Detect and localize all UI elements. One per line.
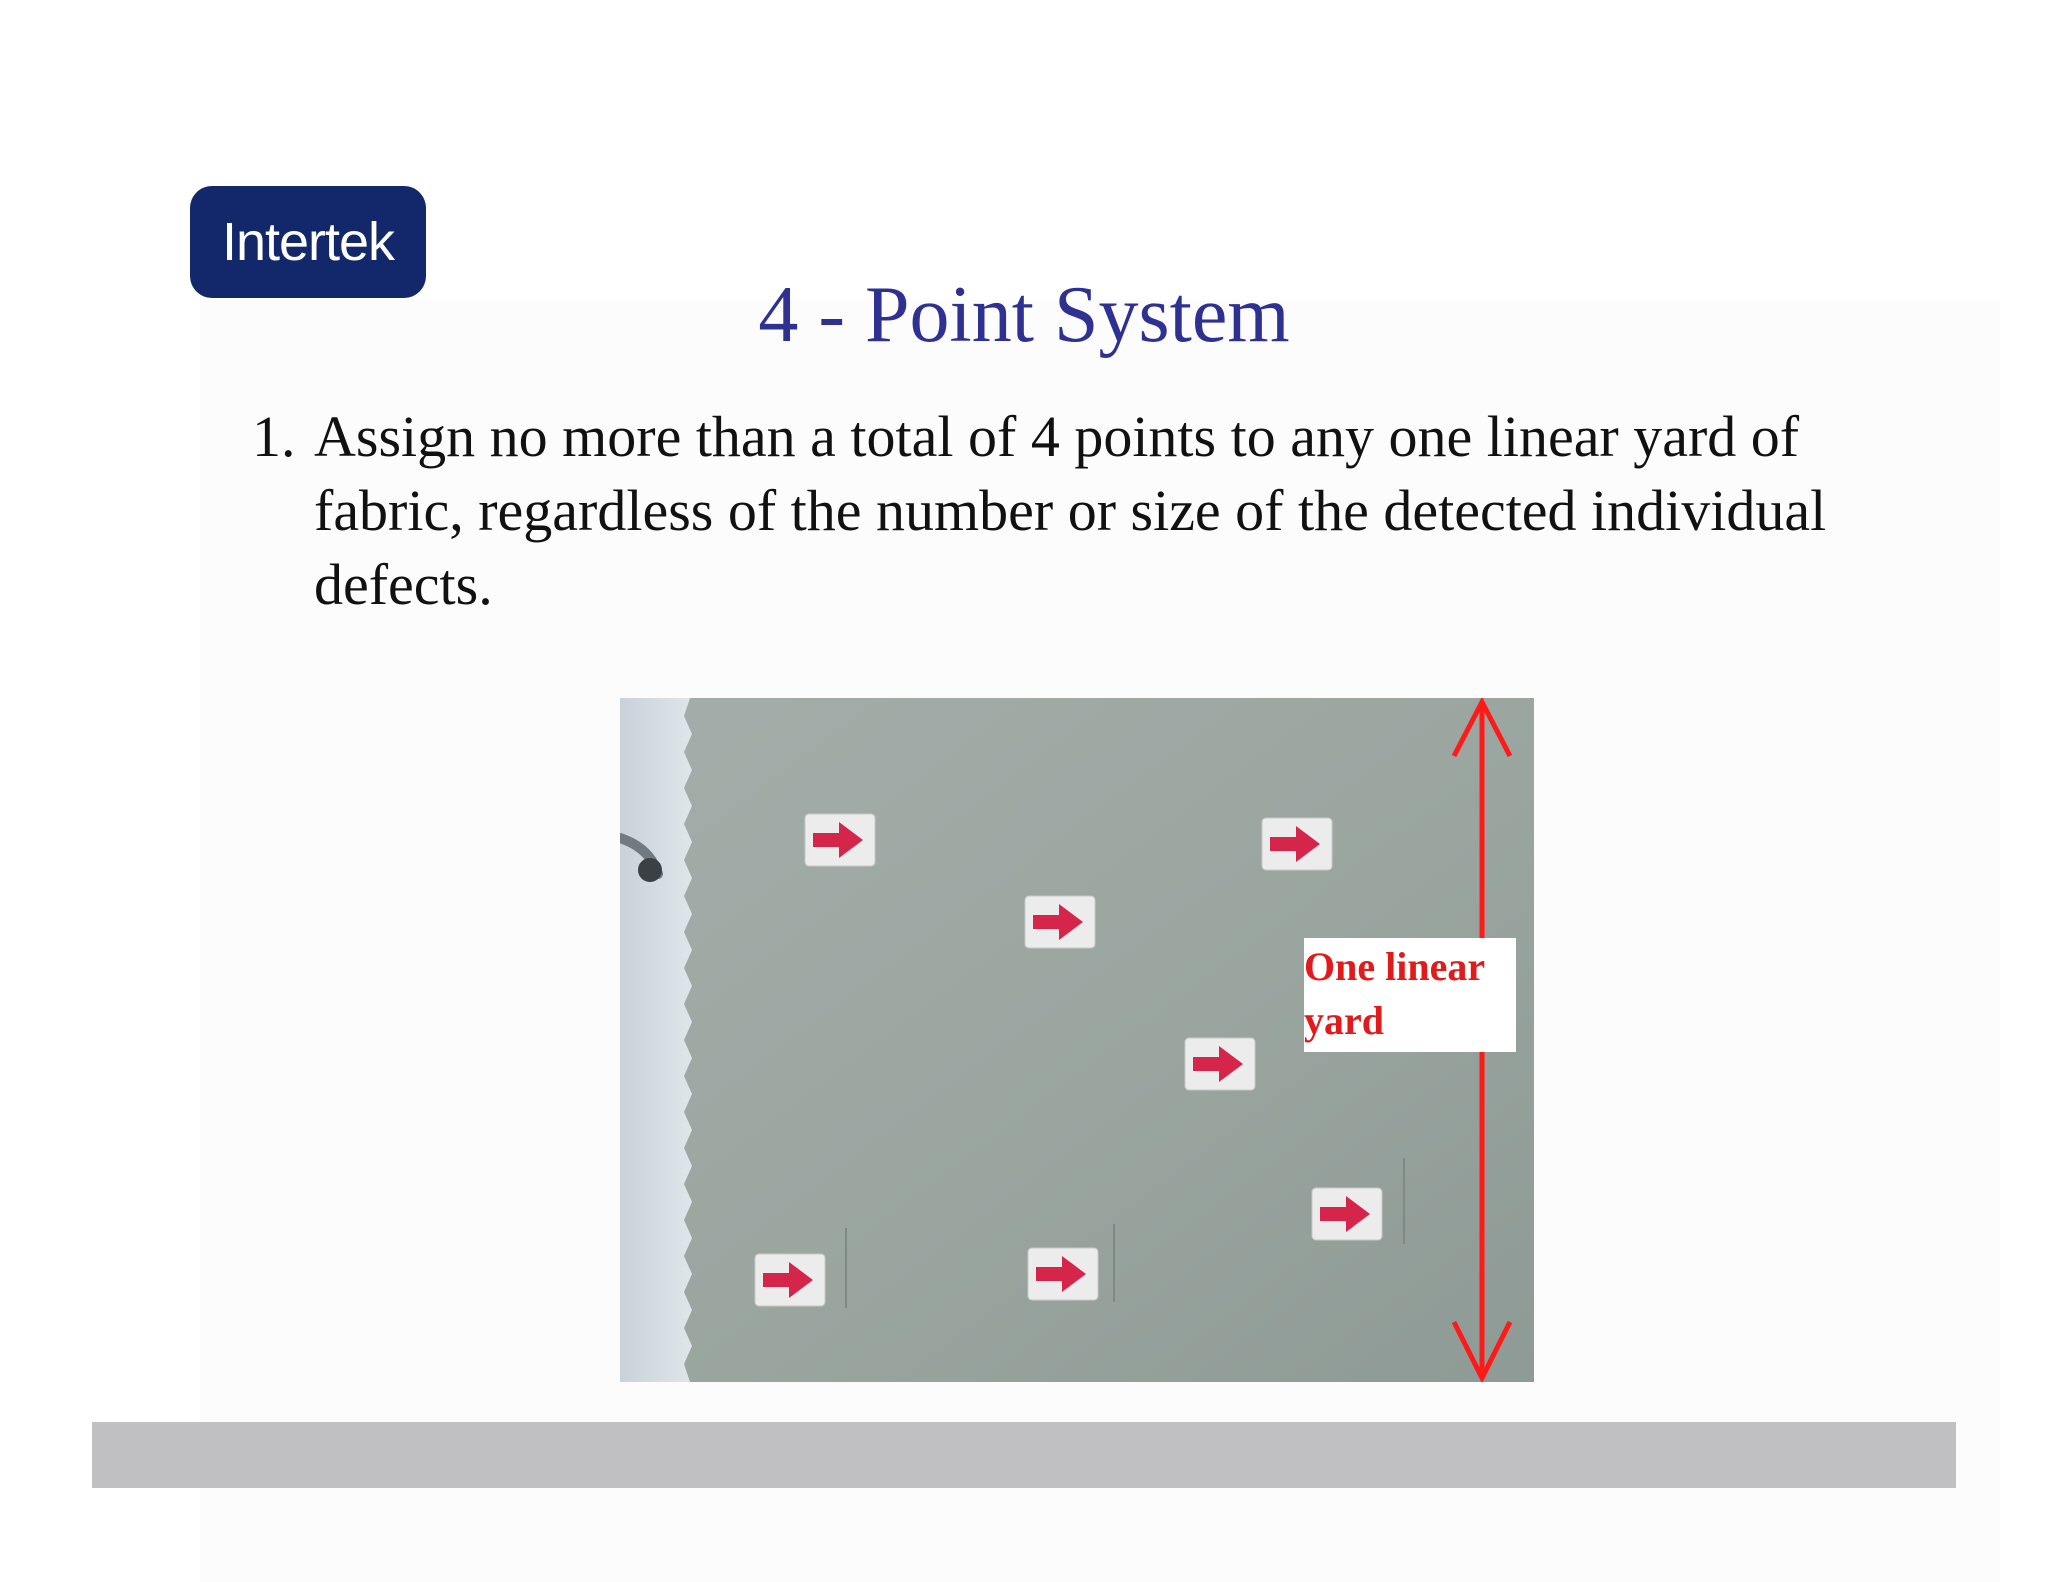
defect-marker-icon <box>755 1254 825 1306</box>
measurement-label <box>1304 938 1516 1052</box>
defect-marker-icon <box>1028 1248 1098 1300</box>
rule-text: Assign no more than a total of 4 points to any one linear yard of fabric, regardless of the number or size of the detected individual defects. <box>314 404 1827 617</box>
pin-head <box>638 858 662 882</box>
measurement-label-line-1: One linear <box>1304 944 1486 989</box>
defect-marker-icon <box>1025 896 1095 948</box>
fabric-selvage <box>620 698 692 1382</box>
slide-title: 4 - Point System <box>758 271 1290 359</box>
footer-bar <box>92 1422 1956 1488</box>
rule-item <box>252 400 1912 622</box>
defect-marker-icon <box>805 814 875 866</box>
intertek-logo: Intertek <box>190 186 426 298</box>
measurement-label-line-2: yard <box>1304 998 1384 1043</box>
defect-marker-icon <box>1185 1038 1255 1090</box>
defect-marker-icon <box>1262 818 1332 870</box>
rule-number: 1. <box>252 404 296 469</box>
defect-marker-icon <box>1312 1188 1382 1240</box>
